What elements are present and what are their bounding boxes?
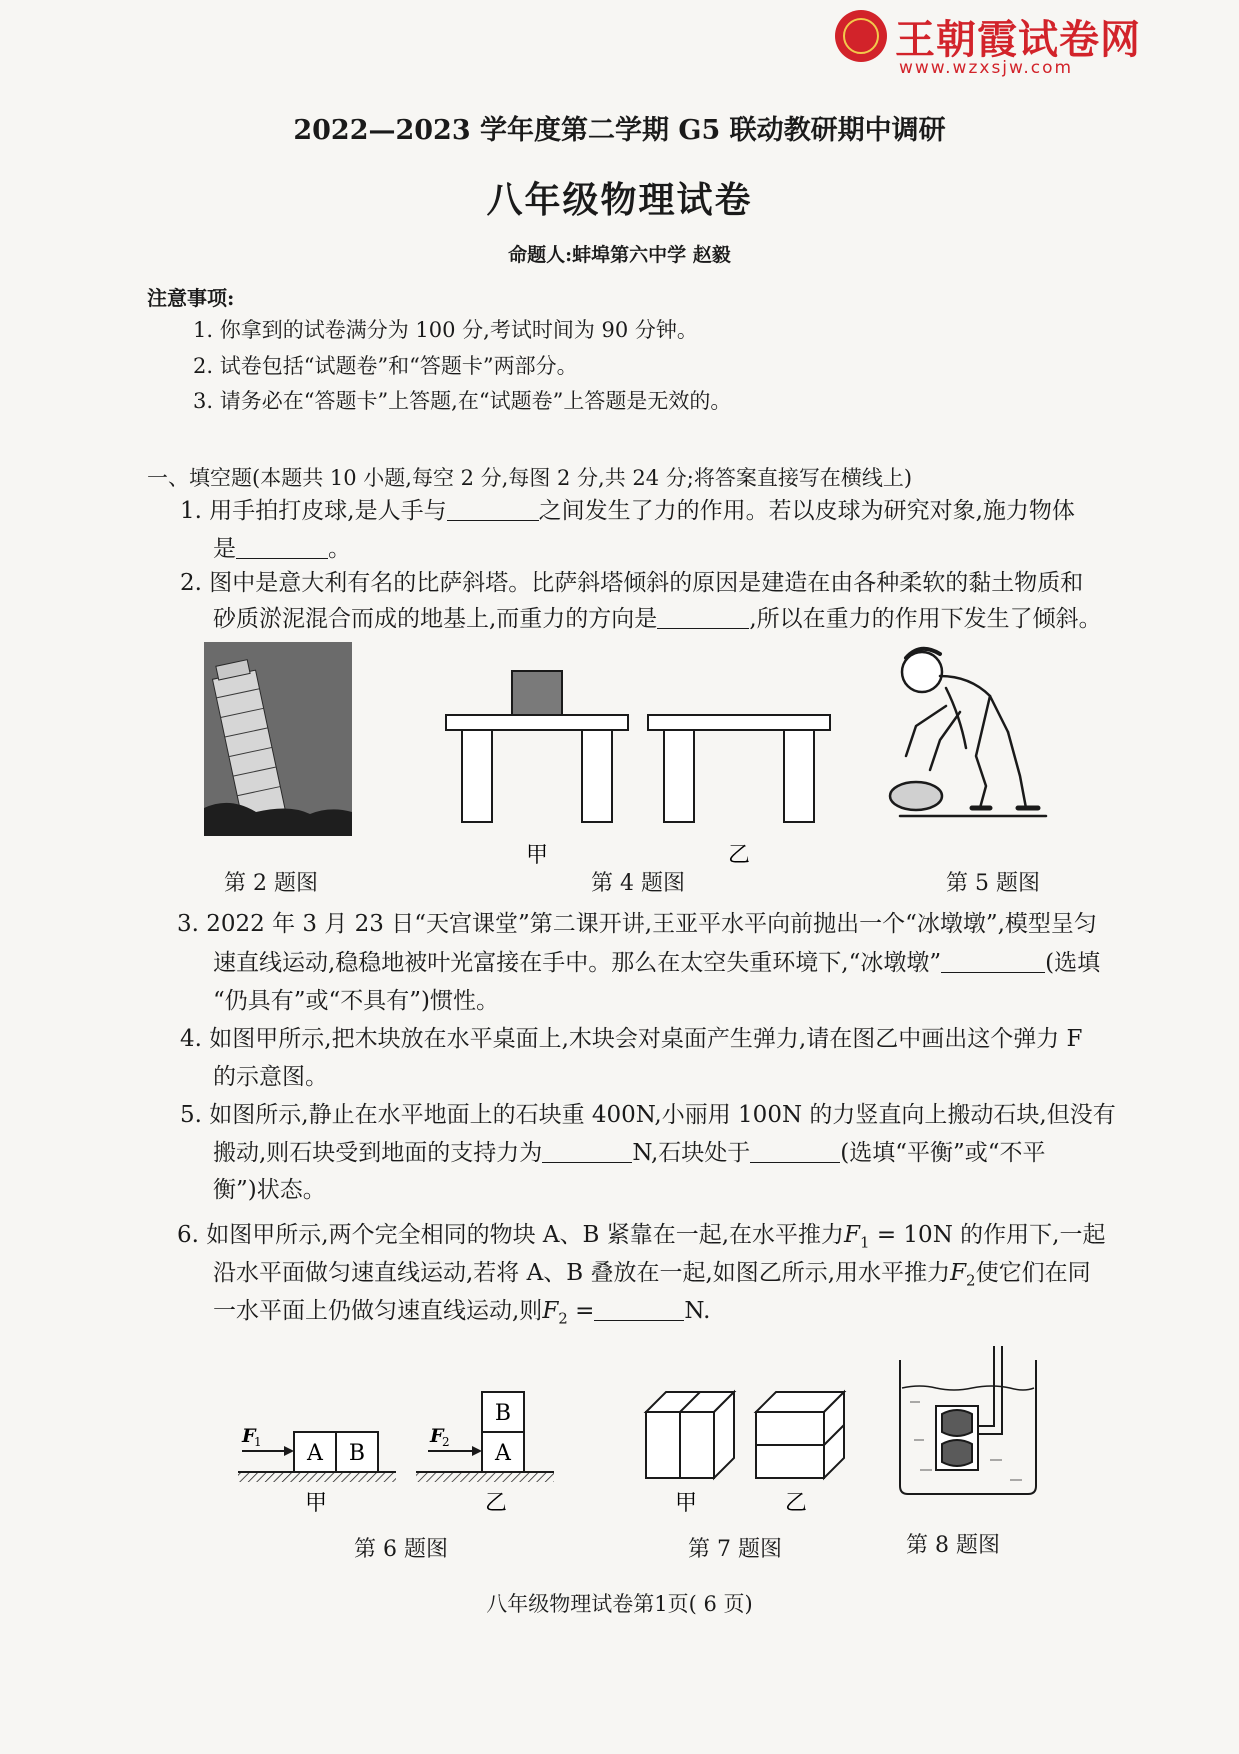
answer-blank[interactable] — [594, 1297, 684, 1321]
leaning-tower-photo — [204, 642, 352, 836]
fig6-caption: 第 6 题图 — [354, 1537, 448, 1562]
fig5-caption: 第 5 题图 — [946, 871, 1040, 896]
svg-text:2: 2 — [442, 1435, 450, 1449]
question-6-cont: 沿水平面做匀速直线运动,若将 A、B 叠放在一起,如图乙所示,用水平推力$F_2$使它们在同 — [213, 1260, 1091, 1290]
notice-item: 1. 你拿到的试卷满分为 100 分,考试时间为 90 分钟。 — [193, 318, 698, 342]
svg-text:F: F — [430, 1425, 444, 1447]
question-3: 3. 2022 年 3 月 23 日“天宫课堂”第二课开讲,王亚平水平向前抛出一个“冰墩墩”,模型呈匀 — [177, 911, 1097, 937]
author-line: 命题人:蚌埠第六中学 赵毅 — [508, 244, 731, 266]
watermark-logo — [835, 10, 1235, 80]
notice-item: 3. 请务必在“答题卡”上答题,在“试题卷”上答题是无效的。 — [193, 389, 732, 413]
question-1-cont: 是 。 — [213, 536, 351, 562]
fig6-yi — [416, 1392, 554, 1516]
question-6-cont2: 一水平面上仍做匀速直线运动,则$F_2 = N$. — [213, 1298, 711, 1328]
answer-blank[interactable] — [542, 1139, 632, 1163]
question-2: 2. 图中是意大利有名的比萨斜塔。比萨斜塔倾斜的原因是建造在由各种柔软的黏土物质和 — [180, 570, 1084, 596]
answer-blank[interactable] — [447, 497, 539, 521]
answer-blank[interactable] — [941, 949, 1045, 973]
fig7-yi-cube — [756, 1392, 844, 1478]
question-5: 5. 如图所示,静止在水平地面上的石块重 400N,小丽用 100N 的力竖直向上搬动石块,但没有 — [180, 1102, 1116, 1128]
answer-blank[interactable] — [236, 535, 328, 559]
svg-text:乙: 乙 — [784, 1491, 808, 1516]
watermark-name: 王朝霞试卷网 — [895, 17, 1141, 63]
svg-text:B: B — [494, 1401, 512, 1426]
svg-text:甲: 甲 — [674, 1491, 698, 1516]
question-4-cont: 的示意图。 — [213, 1064, 328, 1090]
fig7-jia-cube — [646, 1392, 734, 1478]
question-5-cont2: 衡”)状态。 — [213, 1177, 326, 1203]
fig6-jia — [238, 1425, 396, 1516]
question-5-cont: 搬动,则石块受到地面的支持力为 N,石块处于 (选填“平衡”或“不平 — [213, 1140, 1046, 1166]
svg-text:A: A — [495, 1441, 511, 1466]
svg-text:1: 1 — [254, 1435, 262, 1449]
fig8-beaker — [900, 1346, 1036, 1494]
fig2-caption: 第 2 题图 — [224, 871, 318, 896]
figure-row-2 — [220, 1340, 1080, 1516]
figure-row-1 — [200, 636, 1080, 868]
question-2-cont: 砂质淤泥混合而成的地基上,而重力的方向是 ,所以在重力的作用下发生了倾斜。 — [213, 606, 1102, 632]
question-1: 1. 用手拍打皮球,是人手与 之间发生了力的作用。若以皮球为研究对象,施力物体 — [180, 498, 1075, 524]
question-3-cont2: “仍具有”或“不具有”)惯性。 — [213, 988, 500, 1014]
watermark-url: www.wzxsjw.com — [899, 58, 1074, 78]
page-title: 八年级物理试卷 — [486, 179, 753, 221]
question-3-cont: 速直线运动,稳稳地被叶光富接在手中。那么在太空失重环境下,“冰墩墩” (选填 — [213, 950, 1101, 976]
fig8-caption: 第 8 题图 — [906, 1533, 1000, 1558]
fig4-caption: 第 4 题图 — [591, 871, 685, 896]
answer-blank[interactable] — [750, 1139, 840, 1163]
svg-text:乙: 乙 — [484, 1491, 508, 1516]
answer-blank[interactable] — [657, 605, 749, 629]
label-jia: 甲 — [525, 843, 549, 868]
exam-header: 2022—2023 学年度第二学期 G5 联动教研期中调研 — [293, 115, 946, 146]
svg-text:F: F — [242, 1425, 256, 1447]
page-footer: 八年级物理试卷第1页( 6 页) — [486, 1592, 753, 1616]
svg-text:甲: 甲 — [304, 1491, 328, 1516]
fig7-caption: 第 7 题图 — [688, 1537, 782, 1562]
notice-item: 2. 试卷包括“试题卷”和“答题卡”两部分。 — [193, 354, 578, 378]
svg-text:B: B — [348, 1441, 366, 1466]
seal-icon — [835, 10, 887, 62]
question-4: 4. 如图甲所示,把木块放在水平桌面上,木块会对桌面产生弹力,请在图乙中画出这个弹力 F — [180, 1026, 1083, 1052]
empty-table — [648, 715, 830, 822]
table-with-block — [446, 671, 628, 822]
notice-title: 注意事项: — [147, 286, 235, 310]
question-6: 6. 如图甲所示,两个完全相同的物块 A、B 紧靠在一起,在水平推力$F_1 = 10N$ 的作用下,一起 — [177, 1222, 1106, 1252]
svg-text:A: A — [307, 1441, 323, 1466]
label-yi: 乙 — [727, 843, 751, 868]
girl-lifting-stone — [890, 649, 1046, 816]
section-title: 一、填空题(本题共 10 小题,每空 2 分,每图 2 分,共 24 分;将答案直接写在横线上) — [147, 466, 913, 490]
